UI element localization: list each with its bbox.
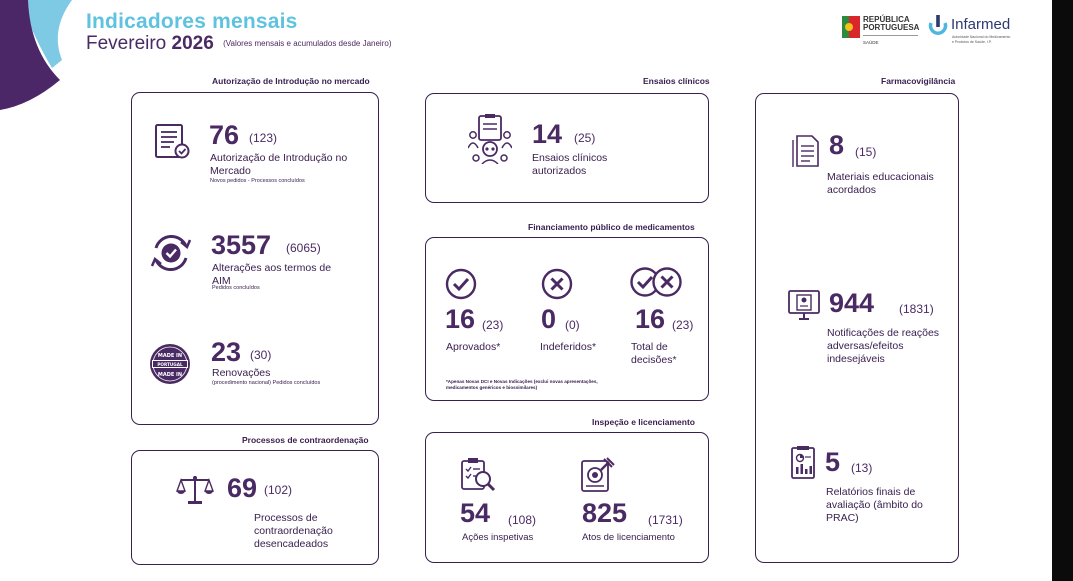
ensaios-card (425, 93, 709, 203)
contraordenacao-label: Processos de contraordenação desencadeados (254, 512, 333, 550)
financiamento-card (425, 237, 709, 401)
total-decisoes-value: 16 (635, 304, 666, 334)
alteracoes-detail: Pedidos concluídos (212, 285, 260, 291)
notificacoes-value: 944 (829, 288, 875, 318)
indeferidos-value: 0 (541, 304, 557, 334)
viewer-edge (1052, 0, 1073, 581)
total-decisoes-cumulative: (23) (672, 318, 694, 332)
refresh-check-icon (148, 232, 194, 274)
atos-licenciamento-cumulative: (1731) (648, 513, 683, 527)
infarmed-logo: Infarmed Autoridade Nacional do Medicamento e Produtos de Saúde, I.P. (928, 14, 1014, 48)
materiais-value: 8 (829, 130, 845, 160)
atos-licenciamento-label: Atos de licenciamento (582, 532, 675, 543)
aim-section-title: Autorização de Introdução no mercado (212, 76, 370, 86)
indeferidos-cumulative: (0) (565, 318, 580, 332)
financiamento-footnote: *Apenas Novas DCI e Novas Indicações (exclui novas apresentações, medicamentos genéricos e biossimilares) (446, 379, 598, 390)
made-in-portugal-seal-icon (149, 343, 191, 385)
svg-text:MADE IN: MADE IN (157, 372, 183, 378)
year: 2026 (171, 33, 214, 54)
relatorios-label: Relatórios finais de avaliação (âmbito do PRAC) (826, 486, 923, 524)
svg-text:PORTUGAL: PORTUGAL (157, 362, 183, 367)
aim-detail: Novos pedidos - Processos concluídos (210, 178, 305, 184)
relatorios-cumulative: (13) (851, 461, 873, 475)
alteracoes-value: 3557 (211, 230, 272, 260)
notificacoes-label: Notificações de reações adversas/efeitos indesejáveis (827, 327, 940, 365)
alteracoes-cumulative: (6065) (286, 241, 321, 255)
period-note: (Valores mensais e acumulados desde Janeiro) (223, 39, 392, 48)
inspecao-section-title: Inspeção e licenciamento (592, 417, 695, 427)
acoes-inspetivas-value: 54 (460, 498, 491, 528)
x-circle-icon (541, 268, 573, 300)
check-circle-icon (445, 268, 477, 300)
contraordenacao-card (131, 450, 379, 565)
renovacoes-detail: (procedimento nacional) Pedidos concluídos (212, 380, 321, 386)
corner-decoration (0, 0, 72, 110)
acoes-inspetivas-label: Ações inspetivas (462, 532, 534, 543)
indeferidos-label: Indeferidos* (540, 341, 597, 353)
republica-portuguesa-logo: REPÚBLICA PORTUGUESA SAÚDE (842, 14, 922, 48)
materiais-label: Materiais educacionais acordados (827, 171, 934, 196)
page-title: Indicadores mensais (86, 10, 298, 33)
inspecao-card (425, 432, 709, 563)
ensaios-cumulative: (25) (574, 131, 596, 145)
document-check-icon (154, 123, 190, 161)
svg-text:MADE IN: MADE IN (157, 353, 183, 359)
farmaco-card (755, 93, 959, 563)
materiais-cumulative: (15) (855, 145, 877, 159)
clipboard-search-icon (460, 457, 496, 493)
contraordenacao-value: 69 (227, 473, 258, 503)
check-x-circles-icon (629, 266, 685, 298)
contraordenacao-section-title: Processos de contraordenação (242, 435, 369, 445)
alteracoes-label: Alterações aos termos de AIM (212, 262, 332, 287)
ensaios-label: Ensaios clínicos autorizados (532, 152, 608, 177)
documents-icon (790, 134, 820, 168)
certificate-seal-icon (580, 457, 616, 493)
renovacoes-cumulative: (30) (250, 348, 272, 362)
aim-value: 76 (209, 120, 240, 150)
portugal-flag-icon (842, 16, 860, 38)
acoes-inspetivas-cumulative: (108) (508, 513, 537, 527)
aim-label: Autorização de Introdução no Mercado (210, 152, 348, 177)
report-chart-icon (790, 446, 818, 480)
financiamento-section-title: Financiamento público de medicamentos (528, 222, 695, 232)
aim-card (131, 92, 379, 425)
clinical-trial-icon (468, 114, 512, 164)
ensaios-value: 14 (532, 119, 563, 149)
month: Fevereiro (86, 33, 167, 54)
page-subtitle (86, 33, 391, 55)
aprovados-cumulative: (23) (482, 318, 504, 332)
renovacoes-value: 23 (211, 337, 242, 367)
infarmed-symbol-icon (928, 15, 948, 37)
aprovados-label: Aprovados* (446, 341, 501, 353)
aprovados-value: 16 (445, 304, 476, 334)
scales-icon (176, 474, 214, 506)
aim-cumulative: (123) (249, 131, 278, 145)
contraordenacao-cumulative: (102) (264, 483, 293, 497)
atos-licenciamento-value: 825 (582, 498, 628, 528)
relatorios-value: 5 (825, 447, 841, 477)
farmaco-section-title: Farmacovigilância (881, 76, 956, 86)
notificacoes-cumulative: (1831) (899, 302, 934, 316)
monitor-report-icon (786, 287, 822, 323)
ensaios-section-title: Ensaios clínicos (643, 76, 710, 86)
renovacoes-label: Renovações (212, 367, 271, 379)
total-decisoes-label: Total de decisões* (631, 341, 677, 366)
